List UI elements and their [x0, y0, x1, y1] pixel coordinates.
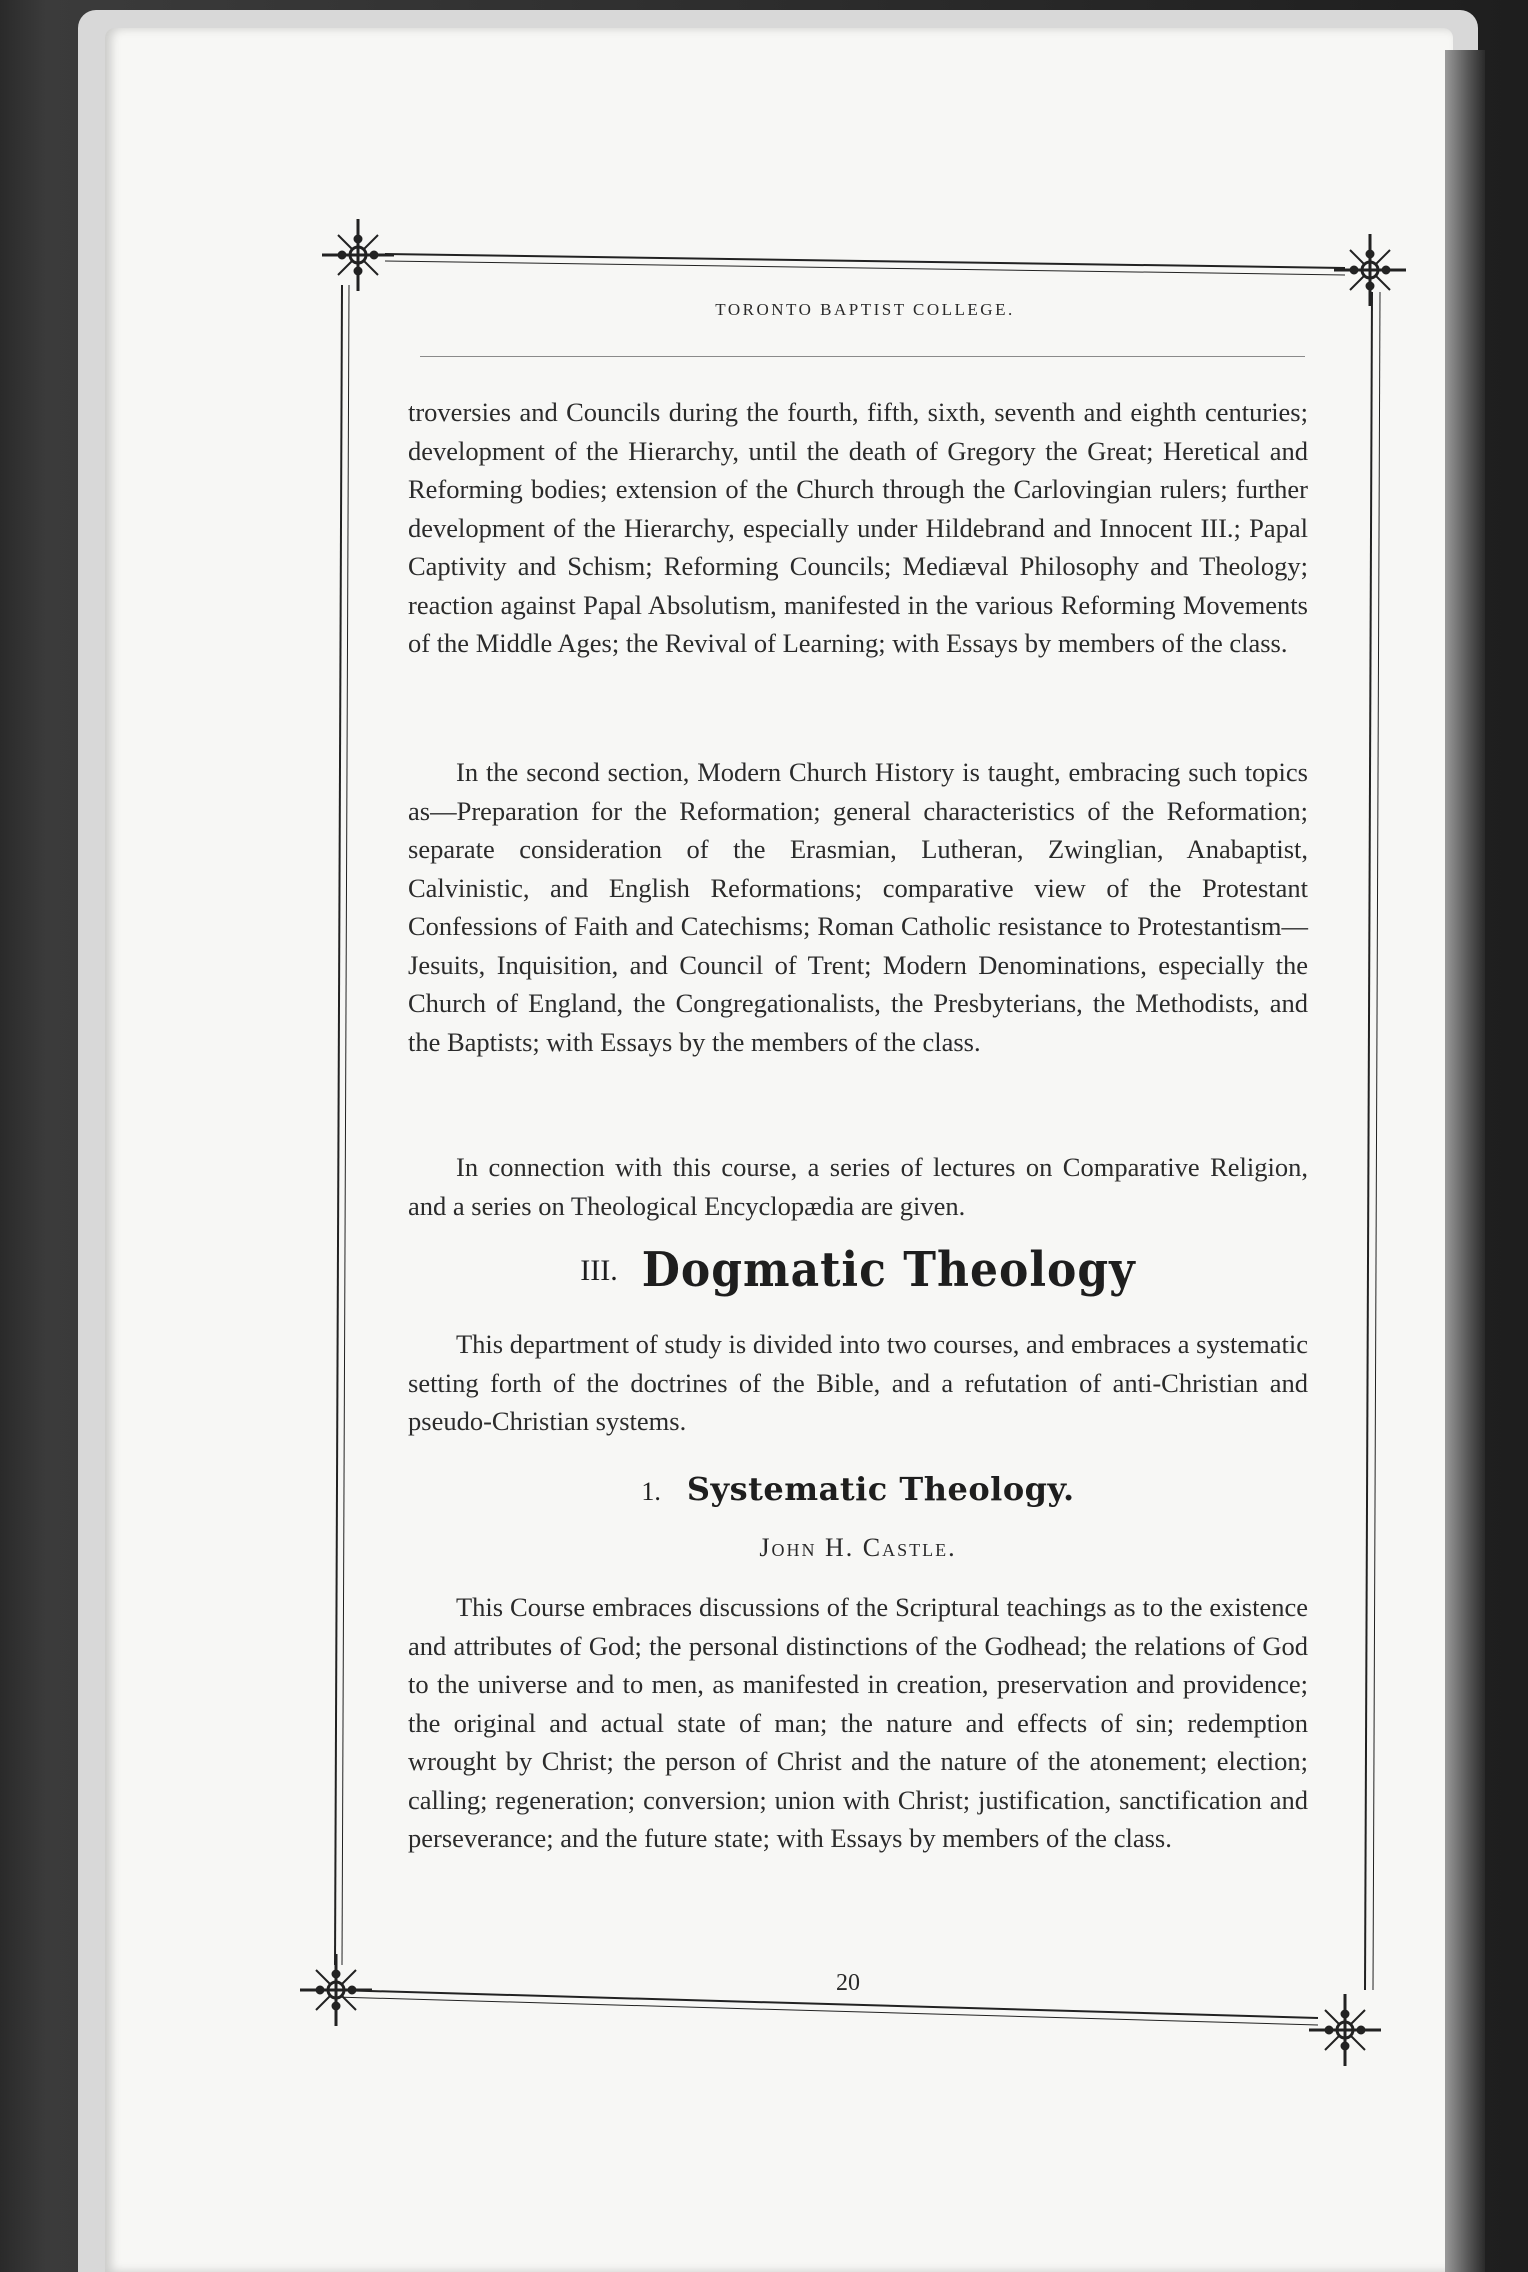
corner-ornament-icon: [318, 215, 398, 295]
paragraph-modern-church-history: In the second section, Modern Church History is taught, embracing such topics as—Preparation for the Reformation; general characteristics of the Reformation; separate consideration of the Erasmian, Lutheran, Zwinglian, Anabaptist, Calvinistic, and English Reformations; comparative view of the Protestant Confessions of Faith and Catechisms; Roman Catholic resistance to Protestantism—Jesuits, Inquisition, and Council of Trent; Modern Denominations, especially the Church of England, the Congregationalists, the Presbyterians, the Methodists, and the Baptists; with Essays by the members of the class.: [408, 757, 1308, 1057]
corner-ornament-icon: [296, 1950, 376, 2030]
section-title: Dogmatic Theology: [641, 1242, 1136, 1299]
section-number: III.: [580, 1253, 618, 1287]
instructor-name: John H. Castle.: [759, 1533, 957, 1562]
running-header: TORONTO BAPTIST COLLEGE.: [715, 300, 1015, 319]
section-intro-paragraph: This department of study is divided into two courses, and embraces a systematic setting forth of the doctrines of the Bible, and a refutation of anti-Christian and pseudo-Christian systems.: [408, 1329, 1308, 1436]
paragraph-comparative-religion: In connection with this course, a series of lectures on Comparative Religion, and a series on Theological Encyclopædia are given.: [408, 1152, 1308, 1221]
page-number: 20: [836, 1970, 860, 1996]
corner-ornament-icon: [1305, 1990, 1385, 2070]
subsection-heading: [408, 1470, 1308, 1508]
corner-ornament-icon: [1330, 230, 1410, 310]
section-heading: [408, 1242, 1308, 1299]
subsection-number: 1.: [641, 1477, 661, 1506]
paragraph-church-history-continued: troversies and Councils during the fourth, fifth, sixth, seventh and eighth centuries; development of the Hierarchy, until the death of Gregory the Great; Heretical and Reforming bodies; extension of the Church through the Carlovingian rulers; further development of the Hierarchy, especially under Hildebrand and Innocent III.; Papal Captivity and Schism; Reforming Councils; Mediæval Philosophy and Theology; reaction against Papal Absolutism, manifested in the various Reforming Movements of the Middle Ages; the Revival of Learning; with Essays by members of the class.: [408, 397, 1308, 658]
header-rule: [420, 356, 1305, 357]
subsection-body-paragraph: This Course embraces discussions of the Scriptural teachings as to the existence and attributes of God; the personal distinctions of the Godhead; the relations of God to the universe and to men, as manifested in creation, preservation and providence; the original and actual state of man; the nature and effects of sin; redemption wrought by Christ; the person of Christ and the nature of the atonement; election; calling; regeneration; conversion; union with Christ; justification, sanctification and perseverance; and the future state; with Essays by members of the class.: [408, 1592, 1308, 1853]
subsection-title: Systematic Theology.: [686, 1470, 1075, 1508]
